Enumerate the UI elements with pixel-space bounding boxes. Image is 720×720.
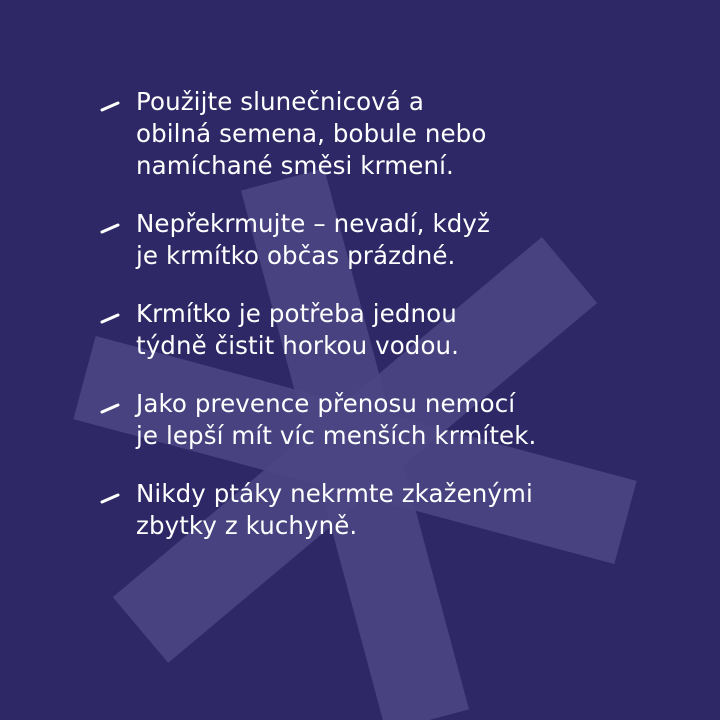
tip-text: Jako prevence přenosu nemocí je lepší mít víc menších krmítek. [136, 389, 537, 450]
tip-text: Nepřekrmujte – nevadí, když je krmítko občas prázdné. [136, 209, 490, 270]
list-item [100, 298, 700, 362]
list-item [100, 388, 700, 452]
tip-text: Nikdy ptáky nekrmte zkaženými zbytky z kuchyně. [136, 479, 533, 540]
tips-list [100, 86, 700, 568]
dash-icon [100, 100, 120, 112]
tip-text: Krmítko je potřeba jednou týdně čistit horkou vodou. [136, 299, 460, 360]
list-item [100, 208, 700, 272]
dash-icon [100, 222, 120, 234]
dash-icon [100, 492, 120, 504]
dash-icon [100, 312, 120, 324]
list-item [100, 478, 700, 542]
list-item [100, 86, 700, 182]
dash-icon [100, 402, 120, 414]
tip-text: Použijte slunečnicová a obilná semena, bobule nebo namíchané směsi krmení. [136, 87, 487, 180]
